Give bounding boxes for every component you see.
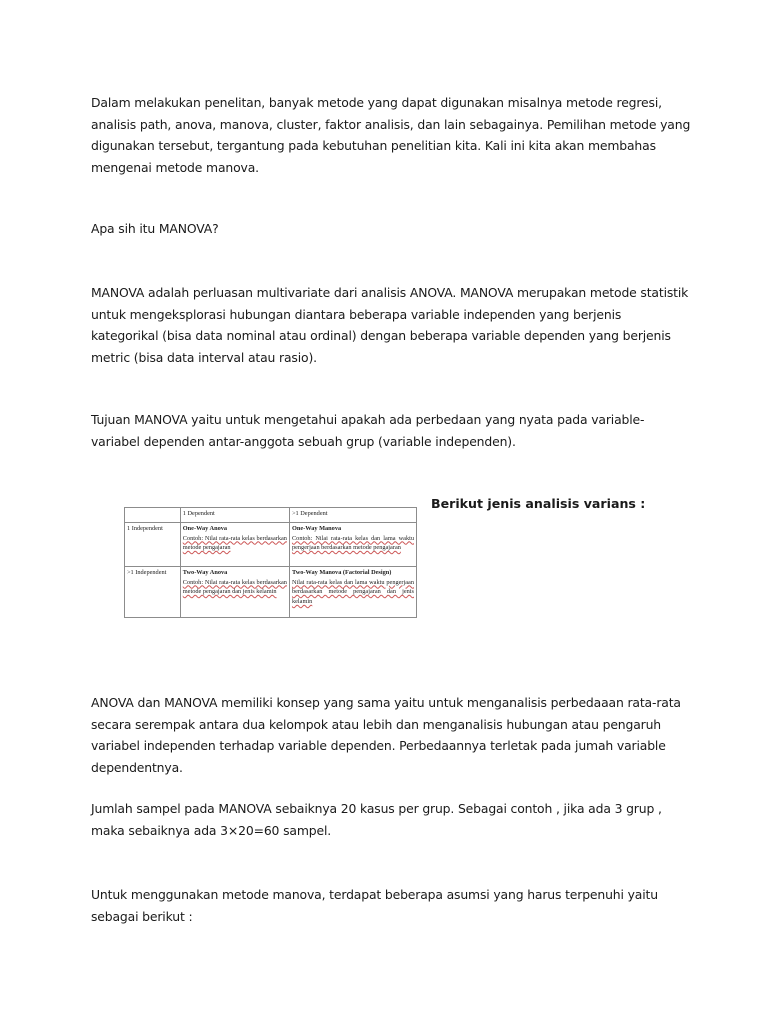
table-row [125,567,417,618]
analysis-types-table-image [124,507,417,618]
cell-body: Nilai rata-rata kelas dan lama waktu pengerjaan berdasarkan metode pengajaran dan jenis kelamin [291,578,414,605]
cell-title: Two-Way Manova (Factorial Design) [291,569,392,576]
table-caption: Berikut jenis analisis varians : [431,496,646,511]
cell-title: One-Way Manova [291,525,342,532]
table-cell [180,567,289,618]
table-cell [180,523,289,567]
intro-paragraph: Dalam melakukan penelitan, banyak metode yang dapat digunakan misalnya metode regresi, analisis path, anova, manova, cluster, faktor analisis, dan lain sebagainya. Pemilihan metode yang digunakan tersebut, tergantung pada kebutuhan penelitian kita. Kali ini kita akan membahas mengenai metode manova. [91,95,691,175]
cell-title: One-Way Anova [182,525,228,532]
question-heading: Apa sih itu MANOVA? [91,221,219,236]
purpose-paragraph: Tujuan MANOVA yaitu untuk mengetahui apakah ada perbedaan yang nyata pada variable-variabel dependen antar-anggota sebuah grup (variable independen). [91,412,645,449]
table-header-row [125,508,417,523]
comparison-paragraph: ANOVA dan MANOVA memiliki konsep yang sama yaitu untuk menganalisis perbedaaan rata-rata secara serempak antara dua kelompok atau lebih dan menganalisis hubungan atau pengaruh variabel independen terhadap variable dependen. Perbedaannya terletak pada jumah variable dependentnya. [91,695,681,775]
cell-title: Two-Way Anova [182,569,228,576]
table-cell [289,523,416,567]
sample-paragraph: Jumlah sampel pada MANOVA sebaiknya 20 kasus per grup. Sebagai contoh , jika ada 3 grup , maka sebaiknya ada 3×20=60 sampel. [91,801,662,838]
cell-body: Contoh: Nilai rata-rata kelas dan lama waktu pengerjaan berdasarkan metode pengajaran [291,534,414,552]
row-label: 1 Independent [125,523,181,567]
cell-body: Contoh: Nilai rata-rata kelas berdasarkan metode pengajaran dan jenis kelamin [182,578,287,596]
cell-body: Contoh: Nilai rata-rata kelas berdasarkan metode pengajaran [182,534,287,552]
definition-paragraph: MANOVA adalah perluasan multivariate dari analisis ANOVA. MANOVA merupakan metode statistik untuk mengeksplorasi hubungan diantara beberapa variable independen yang berjenis kategorikal (bisa data nominal atau ordinal) dengan beberapa variable dependen yang berjenis metric (bisa data interval atau rasio). [91,285,689,365]
table-cell [289,567,416,618]
analysis-types-table [124,507,417,618]
table-header-cell: >1 Dependent [289,508,416,523]
table-header-cell: 1 Dependent [180,508,289,523]
row-label: >1 Independent [125,567,181,618]
table-row [125,523,417,567]
assumptions-paragraph: Untuk menggunakan metode manova, terdapat beberapa asumsi yang harus terpenuhi yaitu sebagai berikut : [91,887,658,924]
table-header-cell [125,508,181,523]
